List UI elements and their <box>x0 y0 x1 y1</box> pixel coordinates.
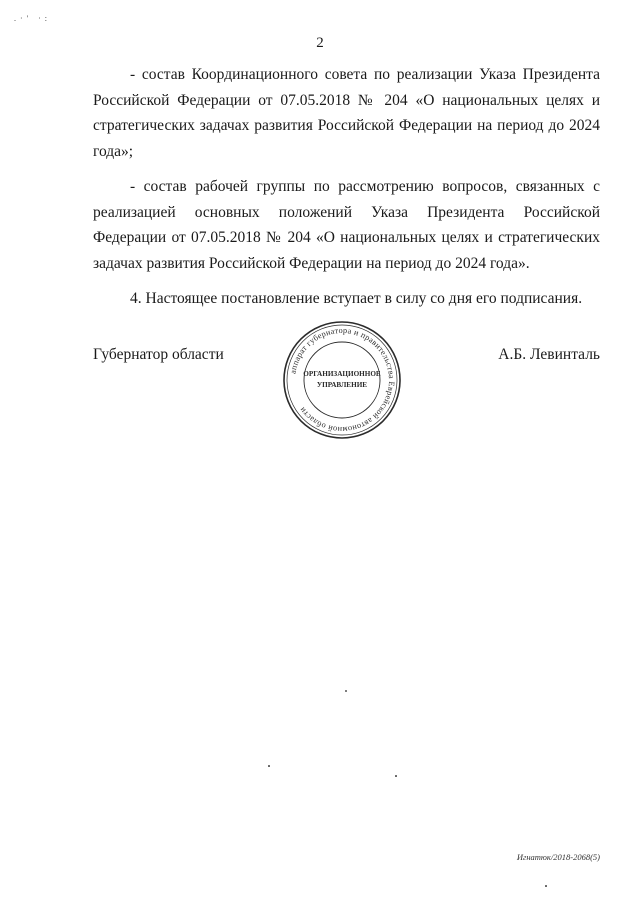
seal-center-line-1: ОРГАНИЗАЦИОННОЕ <box>303 370 381 378</box>
seal-outer-ring <box>284 322 400 438</box>
seal-graphic <box>280 318 404 442</box>
signer-title: Губернатор области <box>93 346 224 363</box>
scan-speck <box>545 885 547 887</box>
scan-corner-marks: .·' ·: <box>14 14 51 23</box>
seal-center-line-2: УПРАВЛЕНИЕ <box>316 381 368 389</box>
seal-inner-ring <box>304 342 380 418</box>
page-number: 2 <box>316 35 324 51</box>
seal-outer-ring-thin <box>287 325 397 435</box>
scan-speck <box>268 765 270 767</box>
document-reference-footer: Игнатюк/2018-2068(5) <box>516 852 600 862</box>
document-body <box>93 62 600 322</box>
paragraph-effective-date: 4. Настоящее постановление вступает в силу со дня его подписания. <box>130 290 583 307</box>
paragraph-working-group-composition: - состав рабочей группы по рассмотрению вопросов, связанных с реализацией основных положений Указа Президента Российской Федерации от 07.05.2018 № 204 «О национальных целях и стратегических задачах развития Российской Федерации на период до 2024 года». <box>93 178 600 272</box>
seal-ring-text: аппарат губернатора и правительства Еврейской автономной области <box>288 325 397 435</box>
paragraph-council-composition: - состав Координационного совета по реализации Указа Президента Российской Федерации от 07.05.2018 № 204 «О национальных целях и стратегических задачах развития Российской Федерации на период до 2024 года»; <box>93 66 600 160</box>
signer-name: А.Б. Левинталь <box>498 346 600 363</box>
scan-speck <box>345 690 347 692</box>
official-seal <box>280 318 404 442</box>
scan-speck <box>395 775 397 777</box>
